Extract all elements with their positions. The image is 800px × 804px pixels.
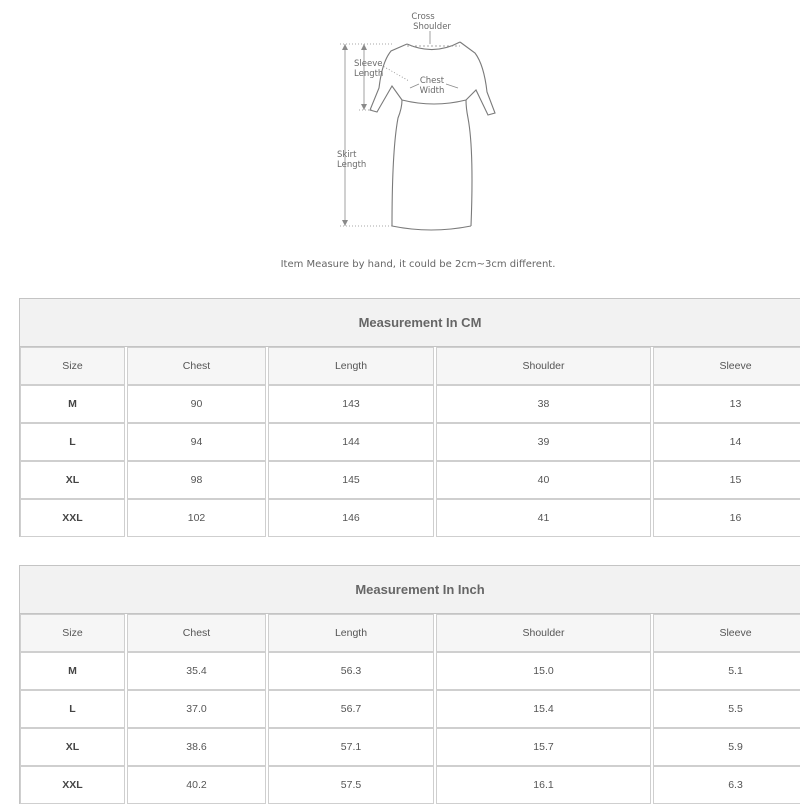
chest-cell: 98 <box>127 461 266 499</box>
sleeve-cell: 5.1 <box>653 652 800 690</box>
size-cell: M <box>20 652 125 690</box>
size-cell: XXL <box>20 766 125 804</box>
header-size: Size <box>20 614 125 652</box>
length-cell: 146 <box>268 499 434 537</box>
skirt-length-label-line2: Length <box>337 160 367 170</box>
table-header-row <box>20 347 800 385</box>
table-row <box>20 728 800 766</box>
chest-cell: 94 <box>127 423 266 461</box>
length-cell: 143 <box>268 385 434 423</box>
size-cell: XL <box>20 728 125 766</box>
measurement-table-cm <box>19 298 800 537</box>
table-row <box>20 690 800 728</box>
sleeve-cell: 14 <box>653 423 800 461</box>
shoulder-cell: 38 <box>436 385 651 423</box>
length-cell: 145 <box>268 461 434 499</box>
header-length: Length <box>268 347 434 385</box>
size-cell: M <box>20 385 125 423</box>
cross-shoulder-label-line2: Shoulder <box>413 22 451 32</box>
shoulder-cell: 39 <box>436 423 651 461</box>
shoulder-cell: 40 <box>436 461 651 499</box>
dress-measurement-diagram <box>0 0 800 258</box>
table-title: Measurement In CM <box>20 299 800 347</box>
table-row <box>20 423 800 461</box>
table-row <box>20 499 800 537</box>
header-length: Length <box>268 614 434 652</box>
skirt-length-label-line1: Skirt <box>337 150 357 160</box>
chest-width-label-line1: Chest <box>419 76 445 86</box>
sleeve-cell: 5.5 <box>653 690 800 728</box>
header-shoulder: Shoulder <box>436 347 651 385</box>
length-cell: 57.1 <box>268 728 434 766</box>
sleeve-cell: 16 <box>653 499 800 537</box>
sleeve-cell: 5.9 <box>653 728 800 766</box>
length-cell: 144 <box>268 423 434 461</box>
shoulder-cell: 16.1 <box>436 766 651 804</box>
sleeve-length-label-line2: Length <box>354 69 384 79</box>
chest-cell: 102 <box>127 499 266 537</box>
shoulder-cell: 41 <box>436 499 651 537</box>
table-row <box>20 766 800 804</box>
size-cell: L <box>20 690 125 728</box>
shoulder-cell: 15.7 <box>436 728 651 766</box>
measurement-table-inch <box>19 565 800 804</box>
chest-cell: 35.4 <box>127 652 266 690</box>
table-row <box>20 385 800 423</box>
header-shoulder: Shoulder <box>436 614 651 652</box>
chest-cell: 38.6 <box>127 728 266 766</box>
table-header-row <box>20 614 800 652</box>
header-sleeve: Sleeve <box>653 347 800 385</box>
header-chest: Chest <box>127 614 266 652</box>
length-cell: 56.7 <box>268 690 434 728</box>
chest-cell: 40.2 <box>127 766 266 804</box>
cross-shoulder-label-line1: Cross <box>411 12 435 22</box>
sleeve-length-label-line1: Sleeve <box>354 59 383 69</box>
table-row <box>20 461 800 499</box>
sleeve-cell: 6.3 <box>653 766 800 804</box>
measurement-note: Item Measure by hand, it could be 2cm~3cm different. <box>280 259 556 270</box>
chest-width-label-line2: Width <box>419 86 445 96</box>
sleeve-cell: 15 <box>653 461 800 499</box>
dress-outline <box>370 42 495 230</box>
size-cell: XXL <box>20 499 125 537</box>
size-cell: XL <box>20 461 125 499</box>
header-sleeve: Sleeve <box>653 614 800 652</box>
shoulder-cell: 15.0 <box>436 652 651 690</box>
table-row <box>20 652 800 690</box>
shoulder-cell: 15.4 <box>436 690 651 728</box>
chest-cell: 90 <box>127 385 266 423</box>
length-cell: 56.3 <box>268 652 434 690</box>
size-cell: L <box>20 423 125 461</box>
table-title: Measurement In Inch <box>20 566 800 614</box>
header-size: Size <box>20 347 125 385</box>
header-chest: Chest <box>127 347 266 385</box>
length-cell: 57.5 <box>268 766 434 804</box>
sleeve-cell: 13 <box>653 385 800 423</box>
chest-cell: 37.0 <box>127 690 266 728</box>
